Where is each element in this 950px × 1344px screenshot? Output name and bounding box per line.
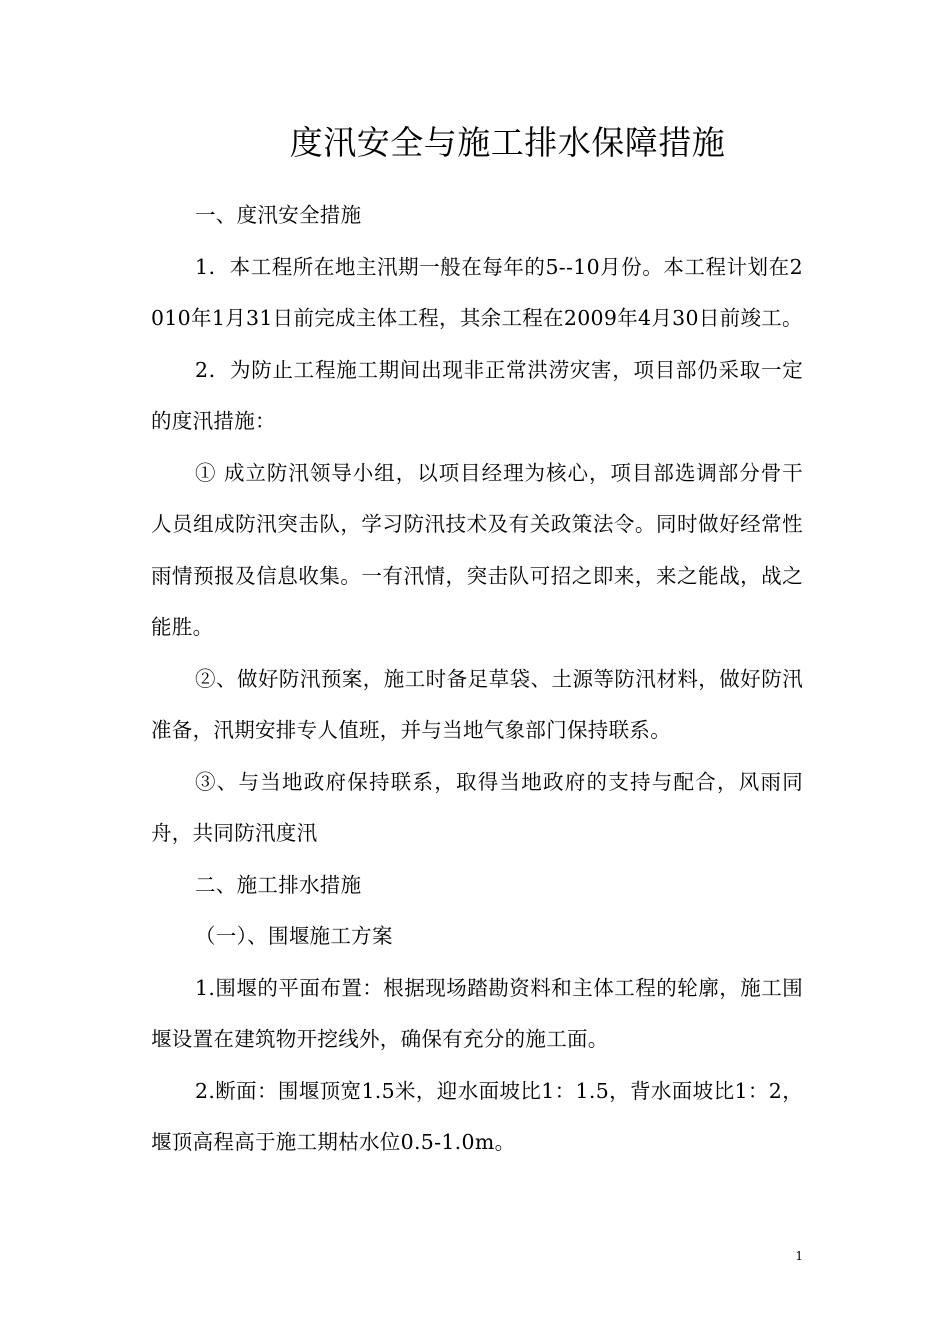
paragraph: ②、做好防汛预案，施工时备足草袋、土源等防汛材料，做好防汛准备，汛期安排专人值班，并与当地气象部门保持联系。 [151, 666, 803, 742]
paragraph: 2．为防止工程施工期间出现非正常洪涝灾害，项目部仍采取一定的度汛措施： [151, 357, 803, 433]
paragraph: 1.围堰的平面布置：根据现场踏勘资料和主体工程的轮廓，施工围堰设置在建筑物开挖线外，确保有充分的施工面。 [151, 975, 803, 1051]
document-body [151, 190, 803, 1169]
page-number: 1 [795, 1249, 803, 1263]
section-heading: 二、施工排水措施 [195, 872, 362, 897]
paragraph: 2.断面：围堰顶宽1.5米，迎水面坡比1：1.5，背水面坡比1：2，堰顶高程高于施工期枯水位0.5-1.0m。 [151, 1078, 803, 1154]
paragraph: ① 成立防汛领导小组，以项目经理为核心，项目部选调部分骨干人员组成防汛突击队，学习防汛技术及有关政策法令。同时做好经常性雨情预报及信息收集。一有汛情，突击队可招之即来，来之能战，战之能胜。 [151, 460, 803, 639]
subsection-heading: （一）、围堰施工方案 [195, 924, 393, 948]
paragraph: 1．本工程所在地主汛期一般在每年的5--10月份。本工程计划在2010年1月31日前完成主体工程，其余工程在2009年4月30日前竣工。 [151, 254, 803, 330]
paragraph: ③、与当地政府保持联系，取得当地政府的支持与配合，风雨同舟，共同防汛度汛 [151, 769, 803, 845]
document-title: 度汛安全与施工排水保障措施 [289, 123, 726, 162]
section-heading: 一、度汛安全措施 [195, 203, 362, 227]
